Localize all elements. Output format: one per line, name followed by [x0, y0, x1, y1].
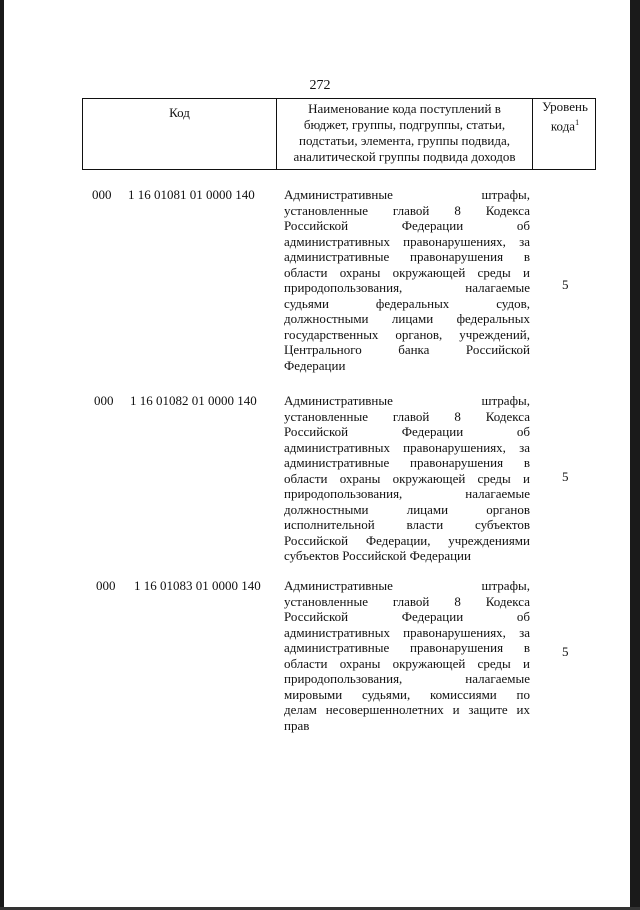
- description-line: должностными лицами федеральных: [284, 311, 530, 326]
- footnote-marker: 1: [575, 118, 580, 127]
- description-line: Российской Федерации, учреждениями: [284, 532, 530, 548]
- description-line: области охраны окружающей среды и: [284, 264, 530, 280]
- code-level: 5: [562, 469, 569, 484]
- header-level: [533, 99, 597, 169]
- description-line: субъектов Российской Федерации: [284, 548, 471, 563]
- description-line: административные правонарушения в: [284, 640, 530, 655]
- description-line: Административные штрафы,: [284, 578, 530, 593]
- description-line: должностными лицами органов: [284, 501, 530, 517]
- admin-code: 000: [92, 187, 112, 202]
- description-line: административных правонарушениях, за: [284, 233, 530, 249]
- description-line: природопользования, налагаемые: [284, 671, 530, 686]
- row-description: [284, 393, 530, 564]
- description-line: установленные главой 8 Кодекса: [284, 593, 530, 609]
- header-name: [277, 99, 533, 169]
- scan-edge-left: [0, 0, 4, 910]
- revenue-code: 1 16 01081 01 0000 140: [128, 187, 255, 202]
- description-line: установленные главой 8 Кодекса: [284, 408, 530, 424]
- description-line: области охраны окружающей среды и: [284, 655, 530, 671]
- description-line: Административные штрафы,: [284, 187, 530, 202]
- description-line: Российской Федерации об: [284, 424, 530, 439]
- scan-edge-right: [630, 0, 640, 910]
- header-level-line: [533, 115, 597, 134]
- revenue-code: 1 16 01082 01 0000 140: [130, 393, 257, 408]
- description-line: административные правонарушения в: [284, 455, 530, 470]
- description-line: исполнительной власти субъектов: [284, 517, 530, 532]
- header-level-word: кода: [550, 118, 576, 134]
- description-line: установленные главой 8 Кодекса: [284, 202, 530, 218]
- description-line: государственных органов, учреждений,: [284, 326, 530, 342]
- description-line: административных правонарушениях, за: [284, 624, 530, 640]
- table-header: [82, 98, 596, 170]
- row-description: [284, 578, 530, 733]
- header-code: Код: [83, 99, 277, 169]
- revenue-code: 1 16 01083 01 0000 140: [134, 578, 261, 593]
- page-number: 272: [309, 78, 331, 93]
- description-line: природопользования, налагаемые: [284, 280, 530, 295]
- description-line: Центрального банка Российской: [284, 342, 530, 357]
- description-line: судьями федеральных судов,: [284, 295, 530, 311]
- description-line: мировыми судьями, комиссиями по: [284, 686, 530, 702]
- description-line: прав: [284, 717, 310, 733]
- header-name-line: бюджет, группы, подгруппы, статьи,: [303, 117, 506, 132]
- description-line: Административные штрафы,: [284, 393, 530, 408]
- description-line: административных правонарушениях, за: [284, 439, 530, 455]
- description-line: делам несовершеннолетних и защите их: [284, 702, 530, 717]
- description-line: Российской Федерации об: [284, 609, 530, 624]
- description-line: Российской Федерации об: [284, 218, 530, 233]
- header-name-line: аналитической группы подвида доходов: [293, 149, 516, 164]
- description-line: Федерации: [284, 357, 346, 373]
- header-level-line: Уровень: [542, 99, 588, 114]
- header-name-line: подстатьи, элемента, группы подвида,: [299, 133, 510, 148]
- admin-code: 000: [94, 393, 114, 408]
- code-level: 5: [562, 277, 569, 292]
- code-level: 5: [562, 644, 569, 659]
- description-line: области охраны окружающей среды и: [284, 470, 530, 486]
- admin-code: 000: [96, 578, 116, 593]
- description-line: природопользования, налагаемые: [284, 486, 530, 501]
- header-name-line: Наименование кода поступлений в: [308, 101, 501, 116]
- description-line: административные правонарушения в: [284, 249, 530, 264]
- row-description: [284, 187, 530, 373]
